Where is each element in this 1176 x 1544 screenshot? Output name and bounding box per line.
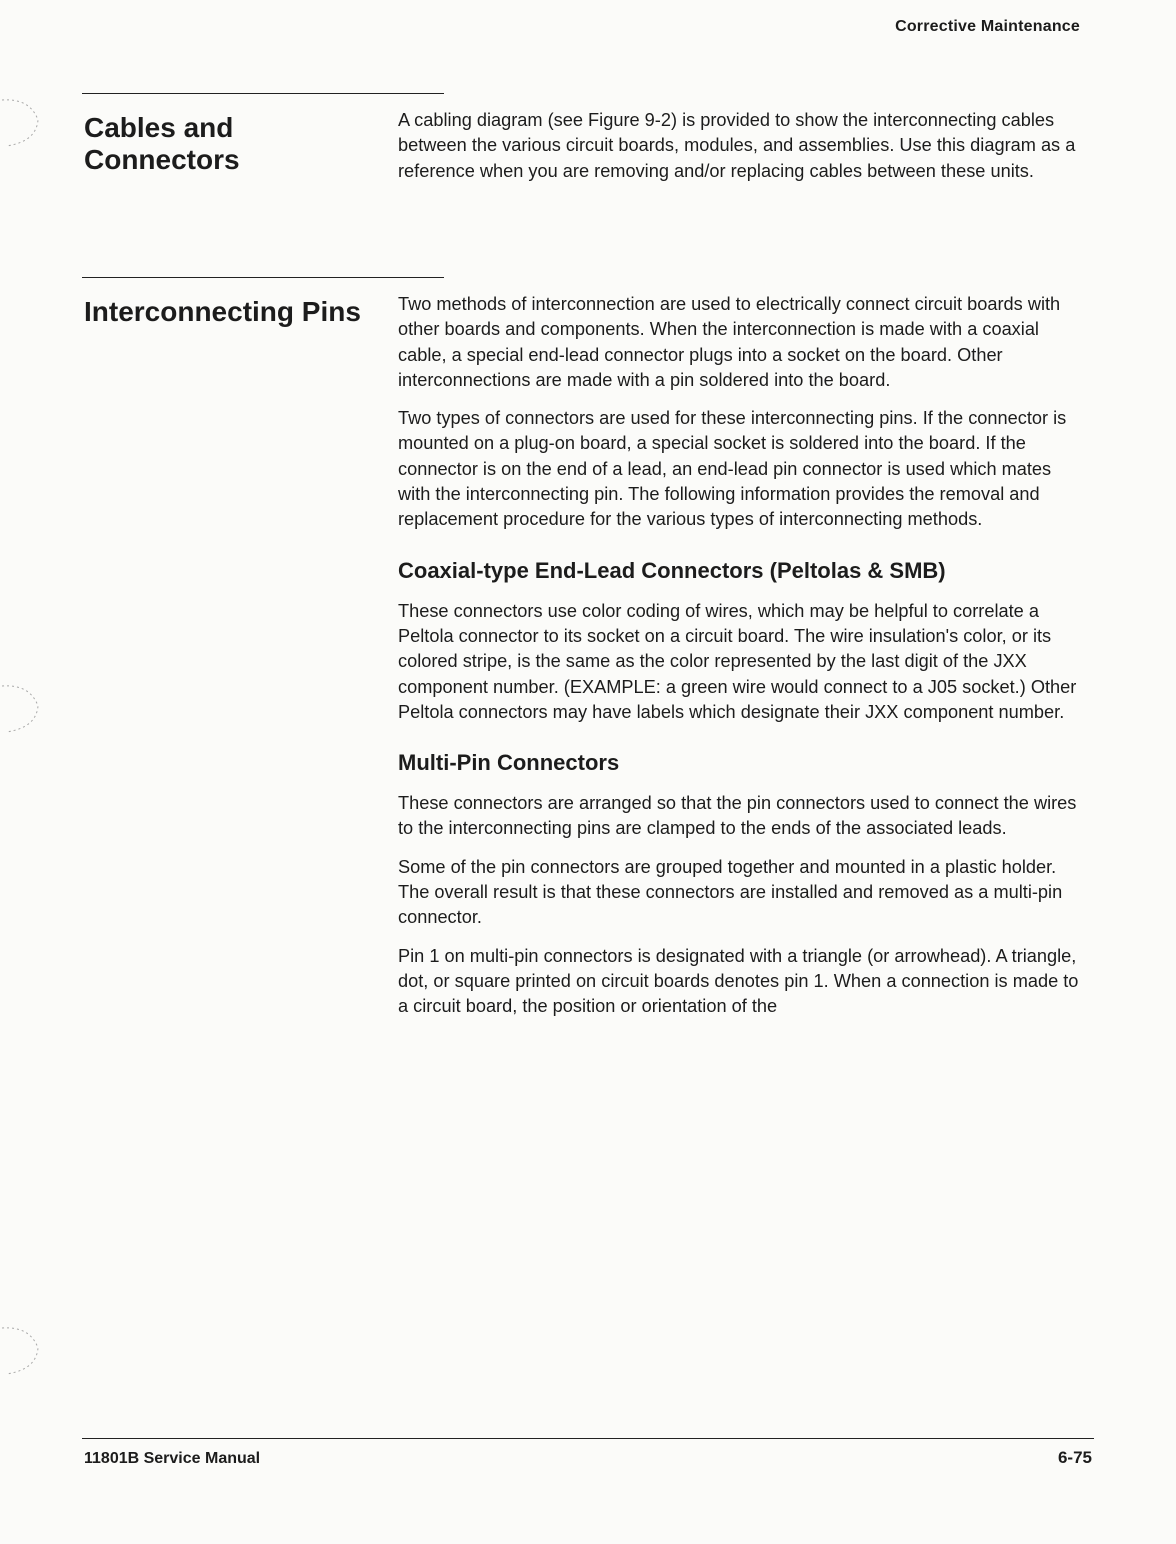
multipin-paragraph-3: Pin 1 on multi-pin connectors is designated with a triangle (or arrowhead). A triangle, dot, or square printed on circuit boards denotes pin 1. When a connection is made to a circuit board, the position or orientation of the (398, 945, 1079, 1017)
multipin-paragraph-1: These connectors are arranged so that the pin connectors used to connect the wires to the interconnecting pins are clamped to the ends of the associated leads. (398, 793, 1077, 839)
cables-paragraph: A cabling diagram (see Figure 9-2) is provided to show the interconnecting cables between the various circuit boards, modules, and assemblies. Use this diagram as a reference when you are removing and/or replacing cables between these units. (398, 110, 1076, 181)
punch-hole-middle (0, 680, 44, 736)
running-head: Corrective Maintenance (895, 18, 1080, 35)
section-rule-cables (82, 93, 444, 94)
pins-body (398, 292, 1088, 1033)
coaxial-heading: Coaxial-type End-Lead Connectors (Peltolas & SMB) (398, 557, 946, 583)
punch-hole-top (0, 94, 44, 150)
multipin-paragraph-2: Some of the pin connectors are grouped together and mounted in a plastic holder. The overall result is that these connectors are installed and removed as a multi-pin connector. (398, 856, 1063, 928)
section-title-cables-line1: Cables and (84, 112, 234, 143)
footer-rule (82, 1438, 1094, 1439)
cables-body (398, 108, 1088, 197)
pins-paragraph-1: Two methods of interconnection are used to electrically connect circuit boards with other boards and components. When the interconnection is made with a coaxial cable, a special end-lead connector plugs into a socket on the board. Other interconnections are made with a pin soldered into the board. (398, 294, 1061, 390)
pins-paragraph-2: Two types of connectors are used for these interconnecting pins. If the connector is mounted on a plug-on board, a special socket is soldered into the board. If the connector is on the end of a lead, an end-lead pin connector is used which mates with the interconnecting pin. The following information provides the removal and replacement procedure for the various types of interconnecting methods. (398, 408, 1067, 530)
section-title-pins: Interconnecting Pins (84, 296, 361, 327)
footer-manual-title: 11801B Service Manual (84, 1450, 261, 1467)
footer-page-number: 6-75 (1057, 1448, 1092, 1467)
section-title-cables (84, 112, 240, 176)
section-title-cables-line2: Connectors (84, 144, 240, 175)
coaxial-paragraph: These connectors use color coding of wires, which may be helpful to correlate a Peltola connector to its socket on a circuit board. The wire insulation's color, or its colored stripe, is the same as the color represented by the last digit of the JXX component number. (EXAMPLE: a green wire would connect to a J05 socket.) Other Peltola connectors may have labels which designate their JXX component number. (398, 600, 1077, 722)
punch-hole-bottom (0, 1322, 44, 1378)
multipin-heading: Multi-Pin Connectors (398, 750, 620, 776)
section-rule-pins (82, 277, 444, 278)
